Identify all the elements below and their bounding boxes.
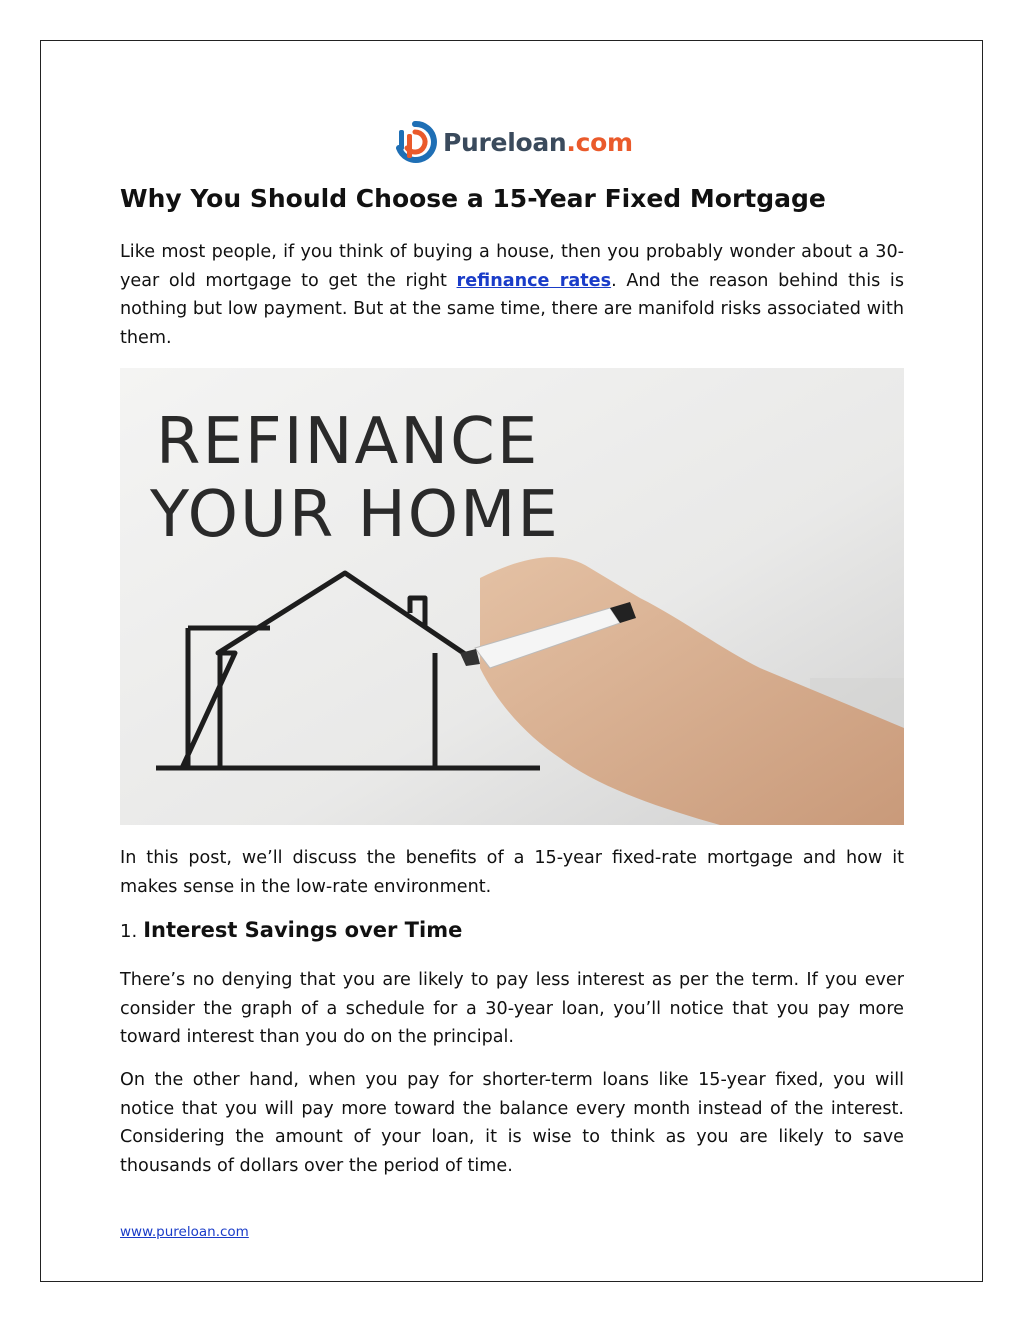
post-intro-paragraph: In this post, we’ll discuss the benefits of a 15-year fixed-rate mortgage and how it makes sense in the low-rate environment.: [120, 848, 904, 897]
section-paragraph-2: On the other hand, when you pay for shorter-term loans like 15-year fixed, you will notice that you will pay more toward the balance every month instead of the interest. Considering the amount of your loan, it is wise to think as you are likely to save thousands of dollars over the period of time.: [120, 1070, 904, 1176]
pureloan-logo[interactable]: [393, 117, 633, 167]
section-heading: [120, 918, 462, 942]
pureloan-logo-icon: [393, 120, 437, 164]
intro-paragraph: [120, 238, 904, 352]
page-title: Why You Should Choose a 15-Year Fixed Mortgage: [120, 184, 826, 213]
footer-url-link[interactable]: www.pureloan.com: [120, 1224, 249, 1240]
hero-text-line1: REFINANCE: [156, 405, 540, 479]
hero-image: [120, 368, 904, 825]
logo-tld: .com: [566, 127, 633, 157]
section-number: 1.: [120, 921, 138, 942]
section-title: Interest Savings over Time: [143, 918, 463, 942]
hero-text-line2: YOUR HOME: [150, 478, 560, 552]
intro-text-before: Like most people, if you think of buying a house, then you probably wonder about a 30-year old mortgage to get the right: [120, 242, 904, 291]
intro-text-after: . And the reason behind this is nothing but low payment. But at the same time, there are manifold risks associated with them.: [120, 270, 904, 348]
logo-brand: Pureloan: [443, 127, 567, 157]
section-paragraph-1: There’s no denying that you are likely to pay less interest as per the term. If you ever consider the graph of a schedule for a 30-year loan, you’ll notice that you pay more toward interest than you do on the principal.: [120, 970, 904, 1047]
logo-wordmark: [443, 128, 633, 157]
refinance-rates-link[interactable]: refinance rates: [456, 270, 612, 291]
